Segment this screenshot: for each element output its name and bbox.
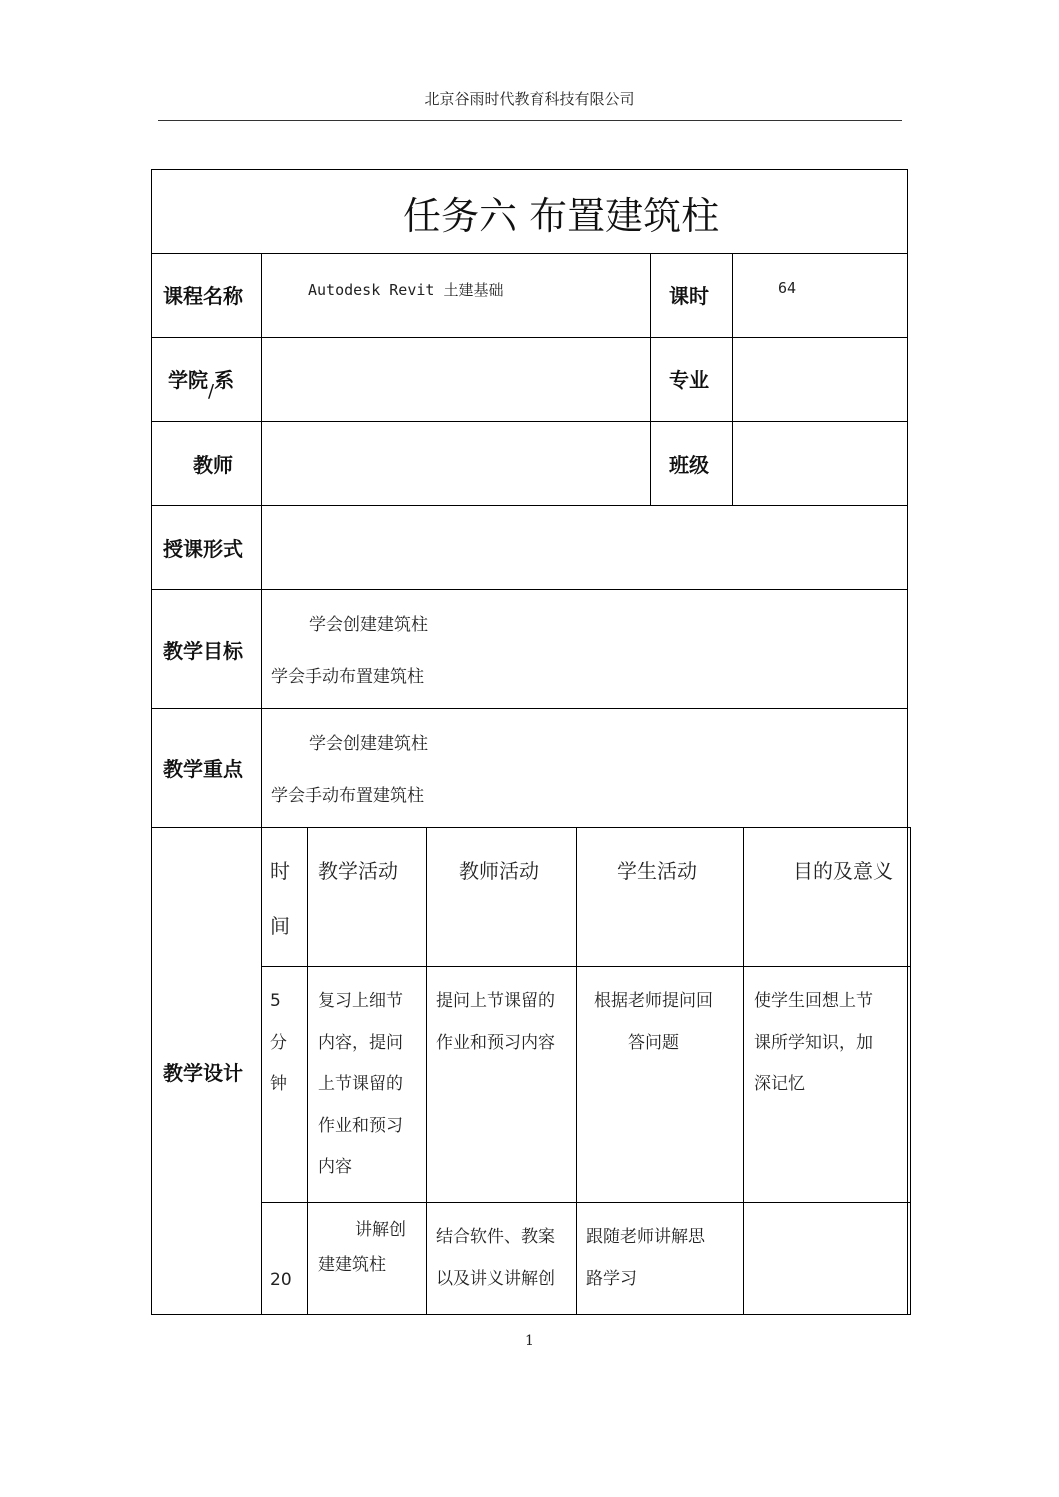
task-title: 任务六 布置建筑柱	[403, 194, 720, 238]
table-row-time	[270, 981, 287, 1106]
hours-value: 64	[778, 279, 797, 297]
header-rule	[158, 120, 902, 121]
row-divider	[151, 827, 911, 828]
teaching-form-label: 授课形式	[163, 537, 243, 561]
cell-line: 内容	[318, 1157, 352, 1177]
teaching-goal-line: 学会手动布置建筑柱	[271, 667, 424, 687]
table-row-purpose	[754, 981, 873, 1106]
cell-line: 上节课留的	[318, 1074, 403, 1094]
cell-line: 提问上节课留的	[436, 991, 555, 1011]
column-divider	[650, 253, 651, 505]
hours-label: 课时	[669, 284, 709, 308]
college-label-main: 学院	[168, 368, 208, 392]
table-row-teacher-activity	[436, 1217, 555, 1300]
cell-line: 路学习	[586, 1268, 637, 1289]
design-right-border	[910, 827, 911, 1315]
teaching-focus-line: 学会手动布置建筑柱	[271, 786, 424, 806]
row-divider	[151, 337, 908, 338]
teaching-goal-line: 学会创建建筑柱	[309, 615, 428, 635]
cell-line: 深记忆	[754, 1074, 805, 1094]
table-row-time	[270, 1260, 292, 1302]
design-row-divider	[261, 966, 911, 967]
row-divider	[151, 421, 908, 422]
cell-line: 复习上细节	[318, 991, 403, 1011]
cell-line: 根据老师提问回	[594, 991, 713, 1011]
teacher-label: 教师	[193, 453, 233, 477]
label-column-divider	[261, 253, 262, 1315]
table-row-activity	[318, 981, 403, 1189]
design-column-divider	[743, 827, 744, 1315]
design-bottom-rule	[261, 1314, 911, 1315]
design-column-divider	[426, 827, 427, 1315]
cell-line: 讲解创	[355, 1220, 406, 1240]
table-row-student-activity	[586, 1217, 705, 1300]
column-divider	[732, 253, 733, 505]
table-frame	[151, 169, 908, 1315]
college-label-separator: /	[208, 381, 215, 402]
class-label: 班级	[669, 453, 709, 477]
column-header-time: 间	[270, 914, 290, 938]
column-header-teacher-activity: 教师活动	[459, 859, 539, 883]
college-label-sub: 系	[214, 368, 235, 392]
page-header: 北京谷雨时代教育科技有限公司	[424, 90, 635, 108]
teaching-goal-label: 教学目标	[163, 639, 243, 663]
cell-line: 答问题	[628, 1032, 679, 1053]
cell-line: 钟	[270, 1074, 287, 1094]
cell-line: 内容，提问	[318, 1032, 403, 1053]
row-divider	[151, 505, 908, 506]
row-divider	[151, 589, 908, 590]
design-column-divider	[576, 827, 577, 1315]
table-row-student-activity	[594, 981, 713, 1064]
cell-line: 5	[270, 991, 281, 1011]
column-header-activity: 教学活动	[318, 859, 398, 883]
column-header-student-activity: 学生活动	[617, 859, 697, 883]
table-row-activity	[318, 1213, 406, 1283]
course-name-value: Autodesk Revit 土建基础	[308, 281, 504, 299]
cell-line: 20	[270, 1270, 292, 1290]
teaching-focus-label: 教学重点	[163, 757, 243, 781]
cell-line: 以及讲义讲解创	[436, 1268, 555, 1289]
table-row-teacher-activity	[436, 981, 555, 1064]
cell-line: 跟随老师讲解思	[586, 1227, 705, 1247]
page-number: 1	[525, 1333, 534, 1349]
college-label	[168, 364, 235, 402]
row-divider	[151, 253, 908, 254]
teaching-focus-line: 学会创建建筑柱	[309, 734, 428, 754]
cell-line: 分	[270, 1032, 287, 1053]
cell-line: 结合软件、教案	[436, 1227, 555, 1247]
column-header-time: 时	[270, 859, 290, 883]
teaching-design-label: 教学设计	[163, 1061, 243, 1085]
cell-line: 使学生回想上节	[754, 991, 873, 1011]
row-divider	[151, 708, 908, 709]
cell-line: 作业和预习内容	[436, 1032, 555, 1053]
column-header-purpose: 目的及意义	[793, 859, 893, 883]
major-label: 专业	[669, 368, 709, 392]
course-name-label: 课程名称	[163, 284, 243, 308]
cell-line: 建建筑柱	[318, 1255, 386, 1275]
design-row-divider	[261, 1202, 911, 1203]
cell-line: 作业和预习	[318, 1115, 403, 1136]
design-column-divider	[307, 827, 308, 1315]
cell-line: 课所学知识，加	[754, 1032, 873, 1053]
